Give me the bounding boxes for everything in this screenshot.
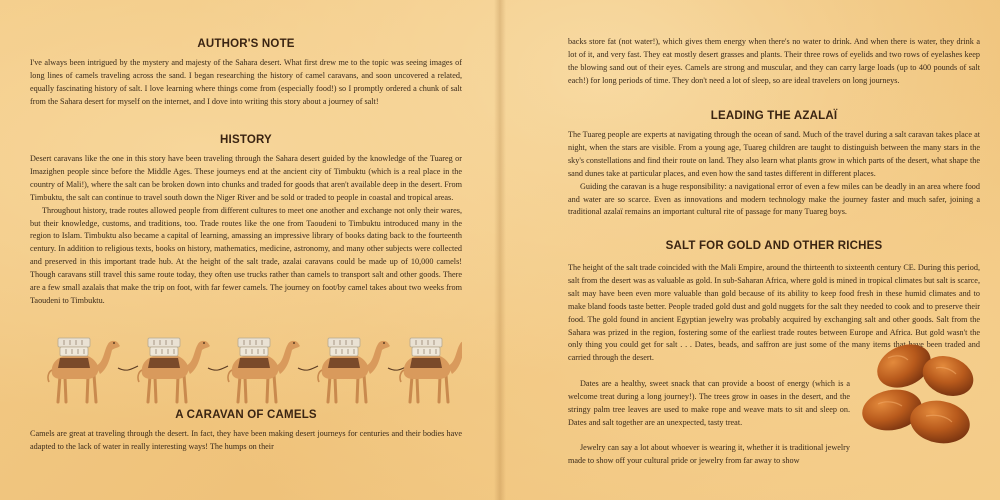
caravan-section [30,409,462,454]
leading-section [568,110,980,219]
authors-note-heading: AUTHOR'S NOTE [197,38,295,50]
camels-continuation-paragraph: backs store fat (not water!), which gives them energy when there's no water to drink. And when there is water, they drink a lot of it, and very fast. They eat mostly desert grasses and plants. Their three rows of eyelids and two rows of eyelashes keep the blowing sand out of their eyes. Camels are strong and muscular, and they can carry large loads (up to 400 pounds of salt each!) for long periods of time. They don't need a lot of sleep, so are ideal travelers on long journeys. [568,37,980,85]
history-heading: HISTORY [220,134,272,146]
dates-illustration [848,336,986,456]
camel-3 [228,338,300,402]
camel-2 [138,338,210,402]
leading-paragraph-1: The Tuareg people are experts at navigating through the ocean of sand. Much of the travel during a salt caravan takes place at night, when the stars are visible. From a young age, Tuareg children are taught to distinguish between the many stars in the sky's constellations and find their route on land. They also learn what plants grow in which parts of the desert, what shape the sand dunes take at particular places, and even how the sand tastes different in different places. [568,130,980,178]
page-gutter [494,0,506,500]
authors-note-paragraph: I've always been intrigued by the mystery and majesty of the Sahara desert. What first drew me to the topic was seeing images of long lines of camels traveling across the sand. I began researching the history of camel caravans, and soon uncovered a related, equally fascinating history of salt. I love learning where things come from (especially food!) so I promptly ordered a chunk of salt from the Sahara desert for myself on the internet, and I dove into writing this story about a journey of salt! [30,58,462,106]
left-page [30,0,462,500]
camel-4 [318,338,390,402]
camel-5 [400,338,462,402]
history-paragraph-1: Desert caravans like the one in this story have been traveling through the Sahara desert guided by the knowledge of the Tuareg or Imazighen people since before the Middle Ages. These journeys end at the ancient city of Timbuktu (which is a real place in the country of Mali!), where the salt can be broken down into chunks and traded for goods that aren't available deep in the desert. From Timbuktu, the salt can continue to travel south down the Niger River and be sold or traded to people in coastal and tropical areas. [30,154,462,202]
right-page [568,0,980,500]
camel-1 [48,338,120,402]
camels-continuation [568,36,980,88]
caravan-paragraph: Camels are great at traveling through the desert. In fact, they have been making desert journeys for centuries and their bodies have adapted to the lack of water in really interesting ways! The humps on their [30,429,462,451]
salt-gold-paragraph-2: Dates are a healthy, sweet snack that can provide a boost of energy (which is a welcome treat during a long journey!). The trees grow in oases in the desert, and the stringy palm tree leaves are used to make rope and weave mats to sit and sleep on. Dates and salt together are an unexpected, tasty treat. [568,379,850,427]
salt-gold-heading: SALT FOR GOLD AND OTHER RICHES [665,240,883,252]
salt-gold-paragraph-3: Jewelry can say a lot about whoever is wearing it, whether it is traditional jewelry made to show off your cultural pride or jewelry from far away to show [568,443,850,465]
caravan-heading: A CARAVAN OF CAMELS [175,409,317,421]
salt-gold-paragraph-1: The height of the salt trade coincided with the Mali Empire, around the thirteenth to sixteenth century CE. During this period, salt from the desert was as valuable as gold. In sub-Saharan Africa, where gold is mined in tropical climates but salt is scarce, salt may have been even more valuable than gold because of its ability to keep food fresh in these humid climates and to make bland foods taste better. People traded gold dust and gold nuggets for the salt they needed to cook and to preserve their food. The gold found in ancient Egyptian jewelry was probably acquired by exchanging salt and other goods. Salt from the Sahara was prized in the region, fostering some of the earliest trade routes between Europe and Africa. But gold wasn't the only thing you could get for salt . . . Dates, beads, and saffron are just some of the many items that have been traded and carried through the desert. [568,263,980,363]
leading-heading: LEADING THE AZALAÏ [710,110,838,122]
history-section [30,134,462,308]
authors-note-section [30,38,462,109]
salt-gold-section [568,240,980,252]
camel-caravan-illustration [30,330,462,406]
leading-paragraph-2: Guiding the caravan is a huge responsibility: a navigational error of even a few miles can be deadly in an area where food and water are so scarce. Even as innovations and modern technology make the journey faster and much safer, joining a traditional azalaï remains an important cultural rite of passage for many Tuareg boys. [568,181,980,217]
history-paragraph-2: Throughout history, trade routes allowed people from different cultures to meet one another and exchange not only their wares, but their knowledge, customs, and traditions, too. Trade routes like the one from Taoudeni to Timbuktu introduced many in the region to Islam. Timbuktu also became a capital of learning, amassing an impressive library of books dating back to the fourteenth century. In addition to religious texts, books on history, mathematics, medicine, astronomy, and many other subjects were collected and preserved in this important trade hub. At the height of the salt trade, azalai caravans could be made up of 10,000 camels! Though caravans still travel this same route today, they often use trucks rather than camels to transport salt and other goods. There are a few small azalaïs that make the trip on foot, with far fewer camels. The journey on foot/by camel takes about two weeks from Taoudeni to Timbuktu. [30,205,462,305]
